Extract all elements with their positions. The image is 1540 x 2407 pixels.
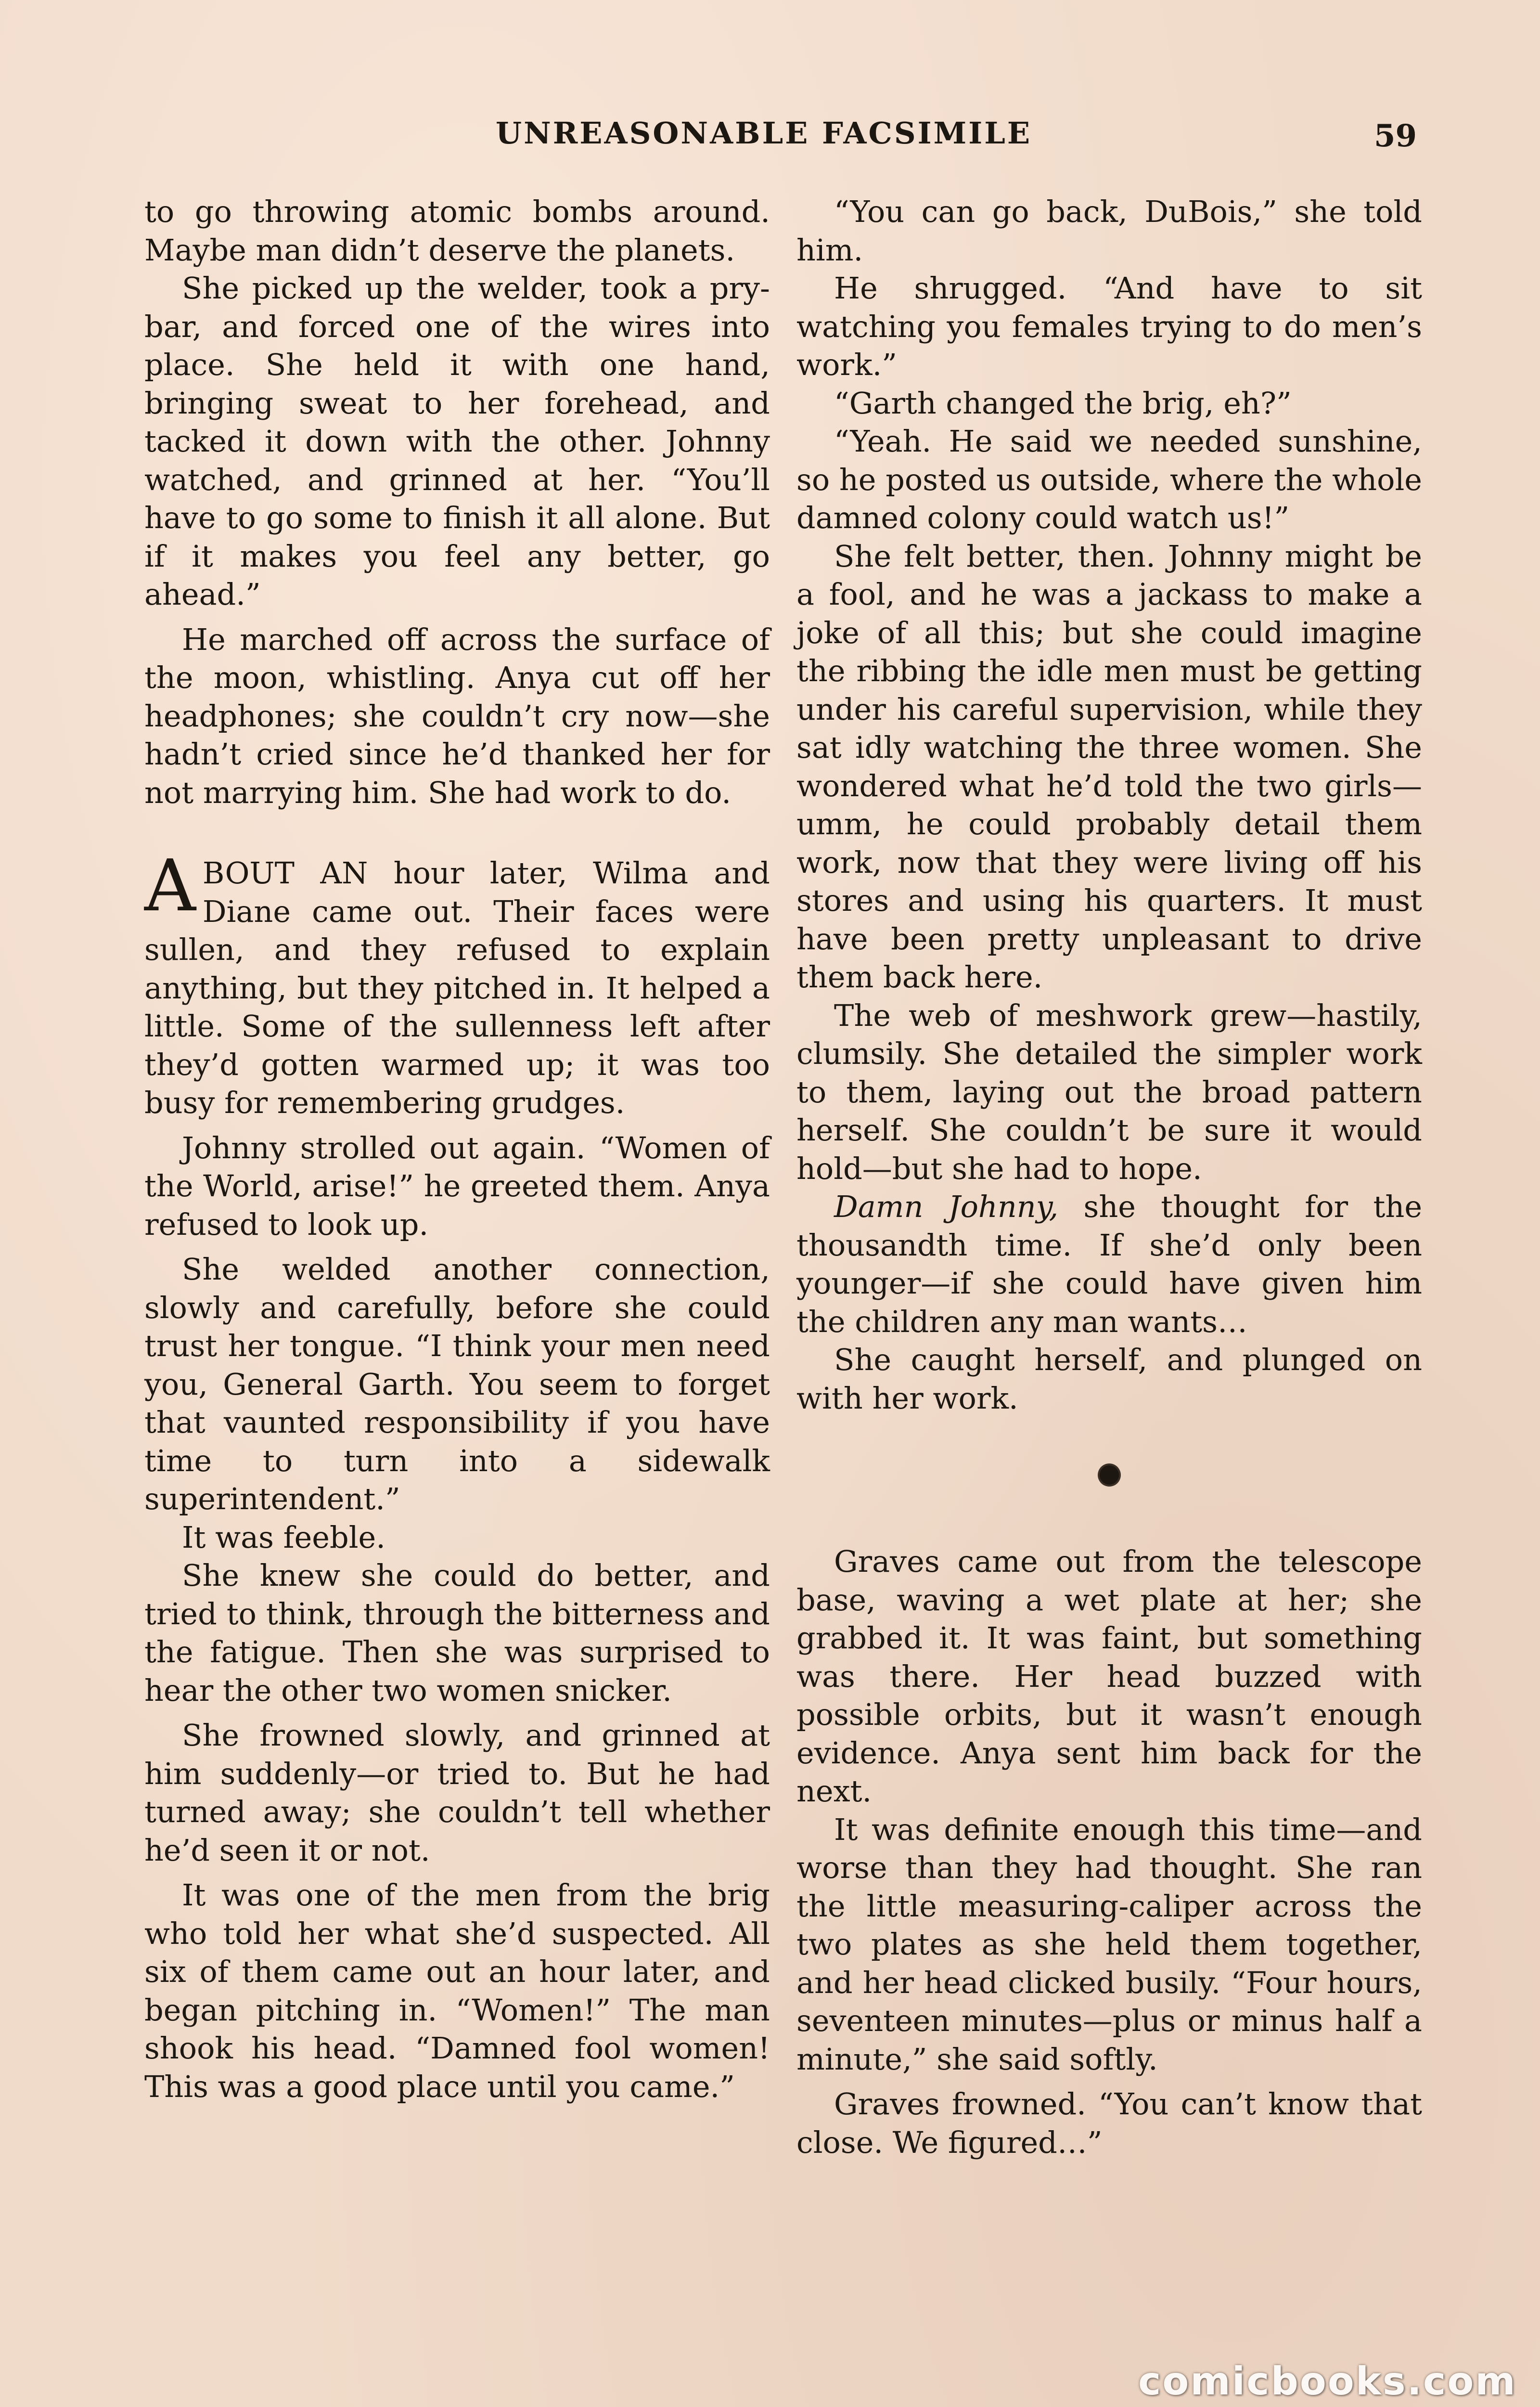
paragraph: The web of meshwork grew—hastily, clumsily. She detailed the simpler work to them, laying out the broad pattern herself. She couldn’t be sure it would hold—but she had to hope. — [796, 997, 1422, 1186]
section-break-ornament — [1100, 1465, 1119, 1485]
paragraph: She felt better, then. Johnny might be a fool, and he was a jackass to make a joke of all this; but she could imagine the ribbing the idle men must be getting under his careful supervision, while they sat idly watching the three women. She wondered what he’d told the two girls—umm, he could probably detail them work, now that they were living off his stores and using his quarters. It must have been pretty unpleasant to drive them back here. — [796, 538, 1422, 995]
paragraph-text: BOUT AN hour later, Wilma and Diane came out. Their faces were sullen, and they refused to explain anything, but they pitched in. It helped a little. Some of the sullenness left after they’d gotten warmed up; it was too busy for remembering grudges. — [144, 855, 770, 1120]
paragraph: to go throwing atomic bombs around. Maybe man didn’t deserve the planets. — [144, 194, 770, 268]
paragraph: She knew she could do better, and tried to think, through the bitterness and the fatigue. Then she was surprised to hear the other two women snicker. — [144, 1558, 770, 1708]
paragraph — [796, 1188, 1422, 1341]
left-column — [144, 193, 770, 2106]
paragraph: It was definite enough this time—and worse than they had thought. She ran the little measuring-caliper across the two plates as she held them together, and her head clicked busily. “Four hours, seventeen minutes—plus or minus half a minute,” she said softly. — [796, 1812, 1422, 2077]
paragraph: She welded another connection, slowly and carefully, before she could trust her tongue. “I think your men need you, General Garth. You seem to forget that vaunted responsibility if you have time to turn into a sidewalk superintendent.” — [144, 1252, 770, 1516]
paragraph: He marched off across the surface of the moon, whistling. Anya cut off her headphones; she couldn’t cry now—she hadn’t cried since he’d thanked her for not marrying him. She had work to do. — [144, 621, 770, 810]
drop-cap: A — [144, 844, 196, 927]
paragraph: “You can go back, DuBois,” she told him. — [796, 194, 1422, 268]
paragraph: Graves frowned. “You can’t know that close. We figured…” — [796, 2086, 1422, 2160]
paragraph: “Yeah. He said we needed sunshine, so he posted us outside, where the whole damned colony could watch us!” — [796, 424, 1422, 535]
paragraph: She frowned slowly, and grinned at him suddenly—or tried to. But he had turned away; she couldn’t tell whether he’d seen it or not. — [144, 1718, 770, 1868]
paragraph: “Garth changed the brig, eh?” — [834, 385, 1292, 421]
paragraph: She caught herself, and plunged on with her work. — [796, 1342, 1422, 1416]
running-title: UNREASONABLE FACSIMILE — [496, 116, 1032, 151]
italic-text: Damn Johnny, — [834, 1189, 1059, 1224]
section-opening-paragraph — [144, 844, 770, 1122]
page-number: 59 — [1374, 118, 1417, 154]
paragraph: It was one of the men from the brig who told her what she’d suspected. All six of them came out an hour later, and began pitching in. “Women!” The man shook his head. “Damned fool women! This was a good place until you came.” — [144, 1877, 770, 2104]
watermark: comicbooks.com — [1138, 2359, 1517, 2404]
right-column — [796, 193, 1422, 2161]
paragraph: It was feeble. — [182, 1519, 385, 1555]
paragraph: He shrugged. “And have to sit watching you females trying to do men’s work.” — [796, 271, 1422, 382]
paragraph-text: she thought for the thousandth time. If she’d only been younger—if she could have given him the children any man wants… — [796, 1189, 1423, 1339]
paragraph: She picked up the welder, took a pry-bar, and forced one of the wires into place. She held it with one hand, bringing sweat to her forehead, and tacked it down with the other. Johnny watched, and grinned at her. “You’ll have to go some to finish it all alone. But if it makes you feel any better, go ahead.” — [144, 271, 770, 612]
paragraph: Graves came out from the telescope base, waving a wet plate at her; she grabbed it. It was faint, but something was there. Her head buzzed with possible orbits, but it wasn’t enough evidence. Anya sent him back for the next. — [796, 1544, 1422, 1809]
paragraph: Johnny strolled out again. “Women of the World, arise!” he greeted them. Anya refused to look up. — [144, 1130, 770, 1242]
